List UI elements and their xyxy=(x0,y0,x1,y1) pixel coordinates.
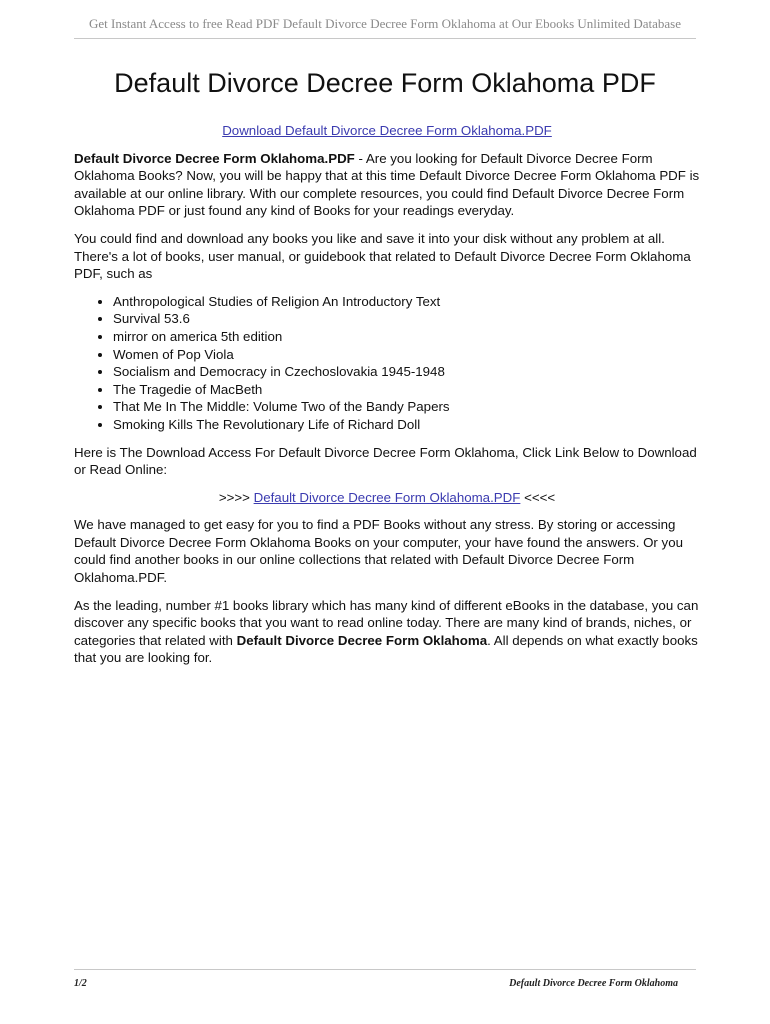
download-link-top-wrap xyxy=(74,122,700,140)
page-header: Get Instant Access to free Read PDF Default Divorce Decree Form Oklahoma at Our Ebooks Unlimited Database xyxy=(74,16,696,39)
paragraph-2: You could find and download any books you like and save it into your disk without any problem at all. There's a lot of books, user manual, or guidebook that related to Default Divorce Decree Form Oklahoma PDF, such as xyxy=(74,230,691,282)
footer-title: Default Divorce Decree Form Oklahoma xyxy=(509,978,678,989)
list-item: • Women of Pop Viola xyxy=(113,346,700,364)
book-list xyxy=(74,293,700,434)
list-item: • Smoking Kills The Revolutionary Life of Richard Doll xyxy=(113,416,700,434)
download-link-mid[interactable]: Default Divorce Decree Form Oklahoma.PDF xyxy=(253,489,521,505)
list-item: • That Me In The Middle: Volume Two of the Bandy Papers xyxy=(113,398,700,416)
list-item: • mirror on america 5th edition xyxy=(113,328,700,346)
list-item: • Socialism and Democracy in Czechoslovakia 1945-1948 xyxy=(113,363,700,381)
document-body xyxy=(74,122,700,677)
para5-bold: Default Divorce Decree Form Oklahoma xyxy=(236,632,488,648)
list-item: • Survival 53.6 xyxy=(113,310,700,328)
para5-after: . All depends on what exactly books that you are looking for. xyxy=(74,632,698,666)
list-item: • Anthropological Studies of Religion An Introductory Text xyxy=(113,293,700,311)
intro-paragraph xyxy=(74,150,700,220)
page-title: Default Divorce Decree Form Oklahoma PDF xyxy=(114,68,656,98)
download-link-mid-wrap xyxy=(74,489,700,507)
para5-before: As the leading, number #1 books library which has many kind of different eBooks in the database, you can discover any specific books that you want to read online today. There are many kind of brands, niches, or categories that related with xyxy=(74,597,699,648)
paragraph-4: We have managed to get easy for you to find a PDF Books without any stress. By storing or accessing Default Divorce Decree Form Oklahoma Books on your computer, your have found the answers. Or you could find another books in our online collections that related with Default Divorce Decree Form Oklahoma.PDF. xyxy=(74,517,683,586)
intro-bold: Default Divorce Decree Form Oklahoma.PDF xyxy=(74,150,355,166)
download-suffix: <<<< xyxy=(520,489,556,505)
download-prefix: >>>> xyxy=(218,489,254,505)
download-link-top[interactable]: Download Default Divorce Decree Form Oklahoma.PDF xyxy=(222,123,552,138)
intro-text: - Are you looking for Default Divorce Decree Form Oklahoma Books? Now, you will be happy that at this time Default Divorce Decree Form Oklahoma PDF is available at our online library. With our complete resources, you could find Default Divorce Decree Form Oklahoma PDF or just found any kind of Books for your readings everyday. xyxy=(74,150,700,219)
paragraph-5 xyxy=(74,597,700,667)
footer-page-number: 1/2 xyxy=(74,978,87,989)
paragraph-3: Here is The Download Access For Default Divorce Decree Form Oklahoma, Click Link Below to Download or Read Online: xyxy=(74,444,697,478)
list-item: • The Tragedie of MacBeth xyxy=(113,381,700,399)
footer-divider xyxy=(74,969,696,970)
